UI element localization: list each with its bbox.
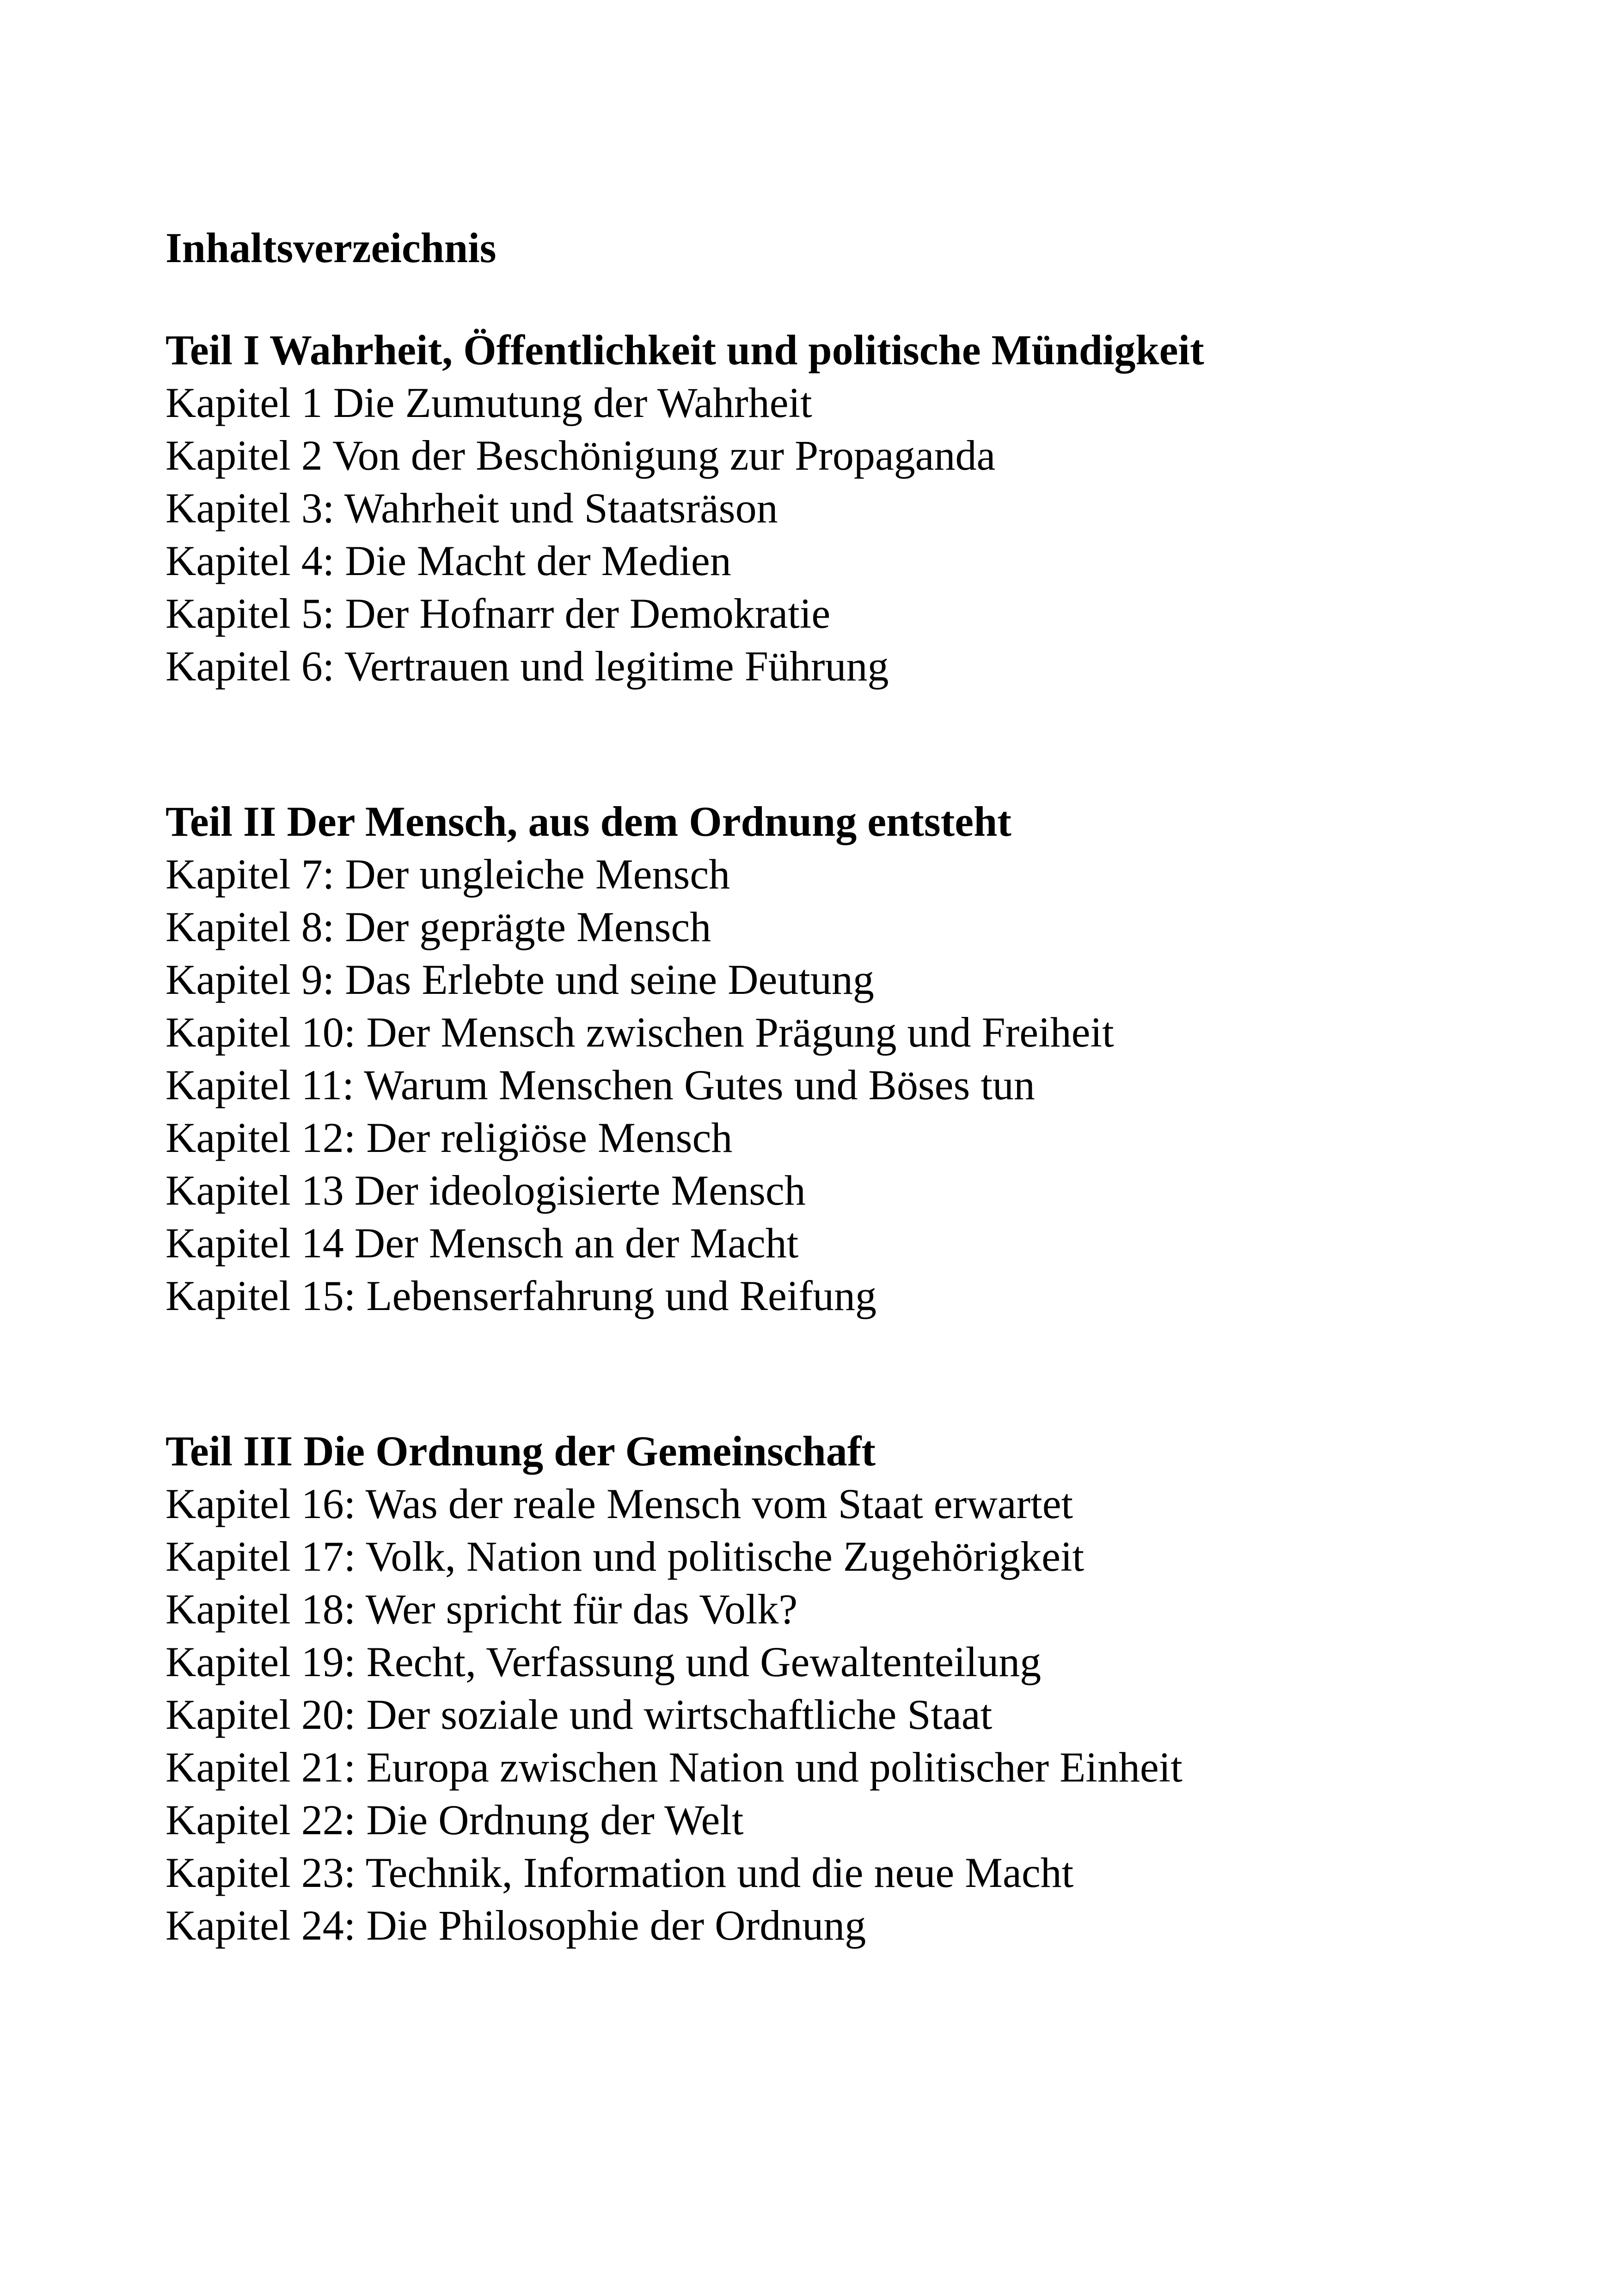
- part-title: Teil II Der Mensch, aus dem Ordnung entsteht: [165, 798, 1011, 845]
- chapter-entry: Kapitel 6: Vertrauen und legitime Führung: [165, 643, 889, 690]
- chapter-entry: Kapitel 11: Warum Menschen Gutes und Böses tun: [165, 1061, 1035, 1108]
- chapter-entry: Kapitel 4: Die Macht der Medien: [165, 537, 731, 584]
- chapter-entry: Kapitel 9: Das Erlebte und seine Deutung: [165, 956, 874, 1003]
- part-title: Teil III Die Ordnung der Gemeinschaft: [165, 1427, 876, 1475]
- toc-title: Inhaltsverzeichnis: [165, 224, 496, 271]
- chapter-entry: Kapitel 20: Der soziale und wirtschaftliche Staat: [165, 1691, 993, 1738]
- chapter-entry: Kapitel 2 Von der Beschönigung zur Propaganda: [165, 432, 996, 479]
- chapter-entry: Kapitel 23: Technik, Information und die neue Macht: [165, 1849, 1074, 1896]
- chapter-entry: Kapitel 8: Der geprägte Mensch: [165, 903, 711, 950]
- chapter-entry: Kapitel 22: Die Ordnung der Welt: [165, 1796, 744, 1843]
- chapter-entry: Kapitel 12: Der religiöse Mensch: [165, 1114, 733, 1161]
- part-2: [165, 795, 1506, 1322]
- chapter-entry: Kapitel 5: Der Hofnarr der Demokratie: [165, 590, 831, 637]
- chapter-list: [165, 848, 1506, 1322]
- part-3: [165, 1425, 1506, 1952]
- chapter-entry: Kapitel 15: Lebenserfahrung und Reifung: [165, 1272, 876, 1319]
- chapter-entry: Kapitel 17: Volk, Nation und politische Zugehörigkeit: [165, 1533, 1085, 1580]
- part-title: Teil I Wahrheit, Öffentlichkeit und politische Mündigkeit: [165, 326, 1204, 373]
- chapter-entry: Kapitel 19: Recht, Verfassung und Gewaltenteilung: [165, 1638, 1042, 1685]
- document-page: [165, 221, 1506, 1952]
- chapter-list: [165, 1477, 1506, 1952]
- chapter-entry: Kapitel 16: Was der reale Mensch vom Staat erwartet: [165, 1480, 1073, 1527]
- chapter-entry: Kapitel 10: Der Mensch zwischen Prägung und Freiheit: [165, 1009, 1114, 1056]
- chapter-entry: Kapitel 24: Die Philosophie der Ordnung: [165, 1902, 866, 1949]
- chapter-entry: Kapitel 1 Die Zumutung der Wahrheit: [165, 379, 812, 426]
- chapter-entry: Kapitel 3: Wahrheit und Staatsräson: [165, 484, 778, 532]
- chapter-list: [165, 376, 1506, 692]
- chapter-entry: Kapitel 21: Europa zwischen Nation und politischer Einheit: [165, 1744, 1183, 1791]
- chapter-entry: Kapitel 7: Der ungleiche Mensch: [165, 851, 730, 898]
- chapter-entry: Kapitel 14 Der Mensch an der Macht: [165, 1219, 799, 1267]
- chapter-entry: Kapitel 18: Wer spricht für das Volk?: [165, 1586, 798, 1633]
- chapter-entry: Kapitel 13 Der ideologisierte Mensch: [165, 1167, 806, 1214]
- part-1: [165, 324, 1506, 692]
